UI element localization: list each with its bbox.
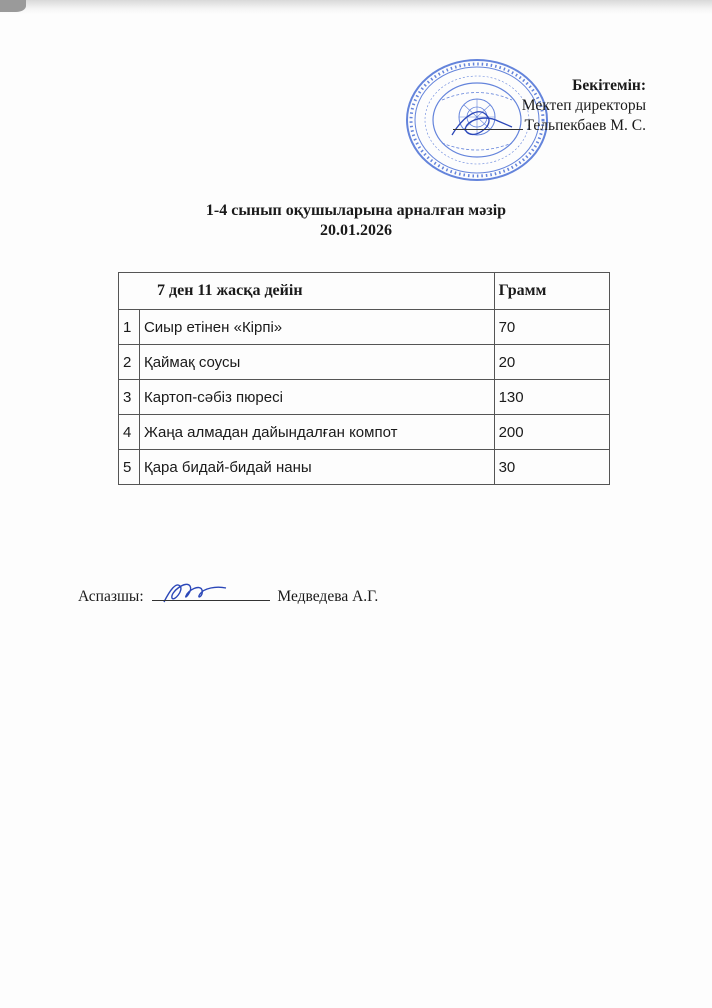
cook-name: Медведева А.Г. [277, 588, 379, 605]
signature-line [453, 117, 523, 130]
dish-grams: 200 [494, 415, 609, 450]
dish-name: Қаймақ соусы [139, 345, 494, 380]
table-header-row [119, 273, 610, 310]
row-number: 3 [119, 380, 140, 415]
document-title-block [0, 201, 712, 241]
row-number: 5 [119, 450, 140, 485]
dish-name: Картоп-сәбіз пюресі [139, 380, 494, 415]
row-number: 1 [119, 310, 140, 345]
unit-header: Грамм [494, 273, 609, 310]
director-position: Мектеп директоры [521, 97, 646, 114]
table-row [119, 345, 610, 380]
cook-label: Аспазшы: [78, 588, 144, 605]
approval-heading: Бекітемін: [572, 77, 646, 94]
table-row [119, 450, 610, 485]
dish-name: Қара бидай-бидай наны [139, 450, 494, 485]
dish-grams: 30 [494, 450, 609, 485]
dish-grams: 130 [494, 380, 609, 415]
dish-name: Жаңа алмадан дайындалған компот [139, 415, 494, 450]
dish-grams: 70 [494, 310, 609, 345]
menu-table [118, 272, 610, 485]
approval-block [426, 76, 646, 136]
dish-name: Сиыр етінен «Кірпі» [139, 310, 494, 345]
age-header: 7 ден 11 жасқа дейін [119, 273, 495, 310]
cook-signature-block [78, 587, 378, 607]
document-date: 20.01.2026 [320, 222, 392, 239]
scan-corner [0, 0, 26, 12]
scan-edge [0, 0, 712, 14]
row-number: 2 [119, 345, 140, 380]
director-name: Тельпекбаев М. С. [524, 117, 646, 134]
dish-grams: 20 [494, 345, 609, 380]
document-title: 1-4 сынып оқушыларына арналған мәзір [205, 202, 507, 219]
cook-signature-line [152, 588, 270, 601]
table-row [119, 380, 610, 415]
table-row [119, 415, 610, 450]
row-number: 4 [119, 415, 140, 450]
table-row [119, 310, 610, 345]
